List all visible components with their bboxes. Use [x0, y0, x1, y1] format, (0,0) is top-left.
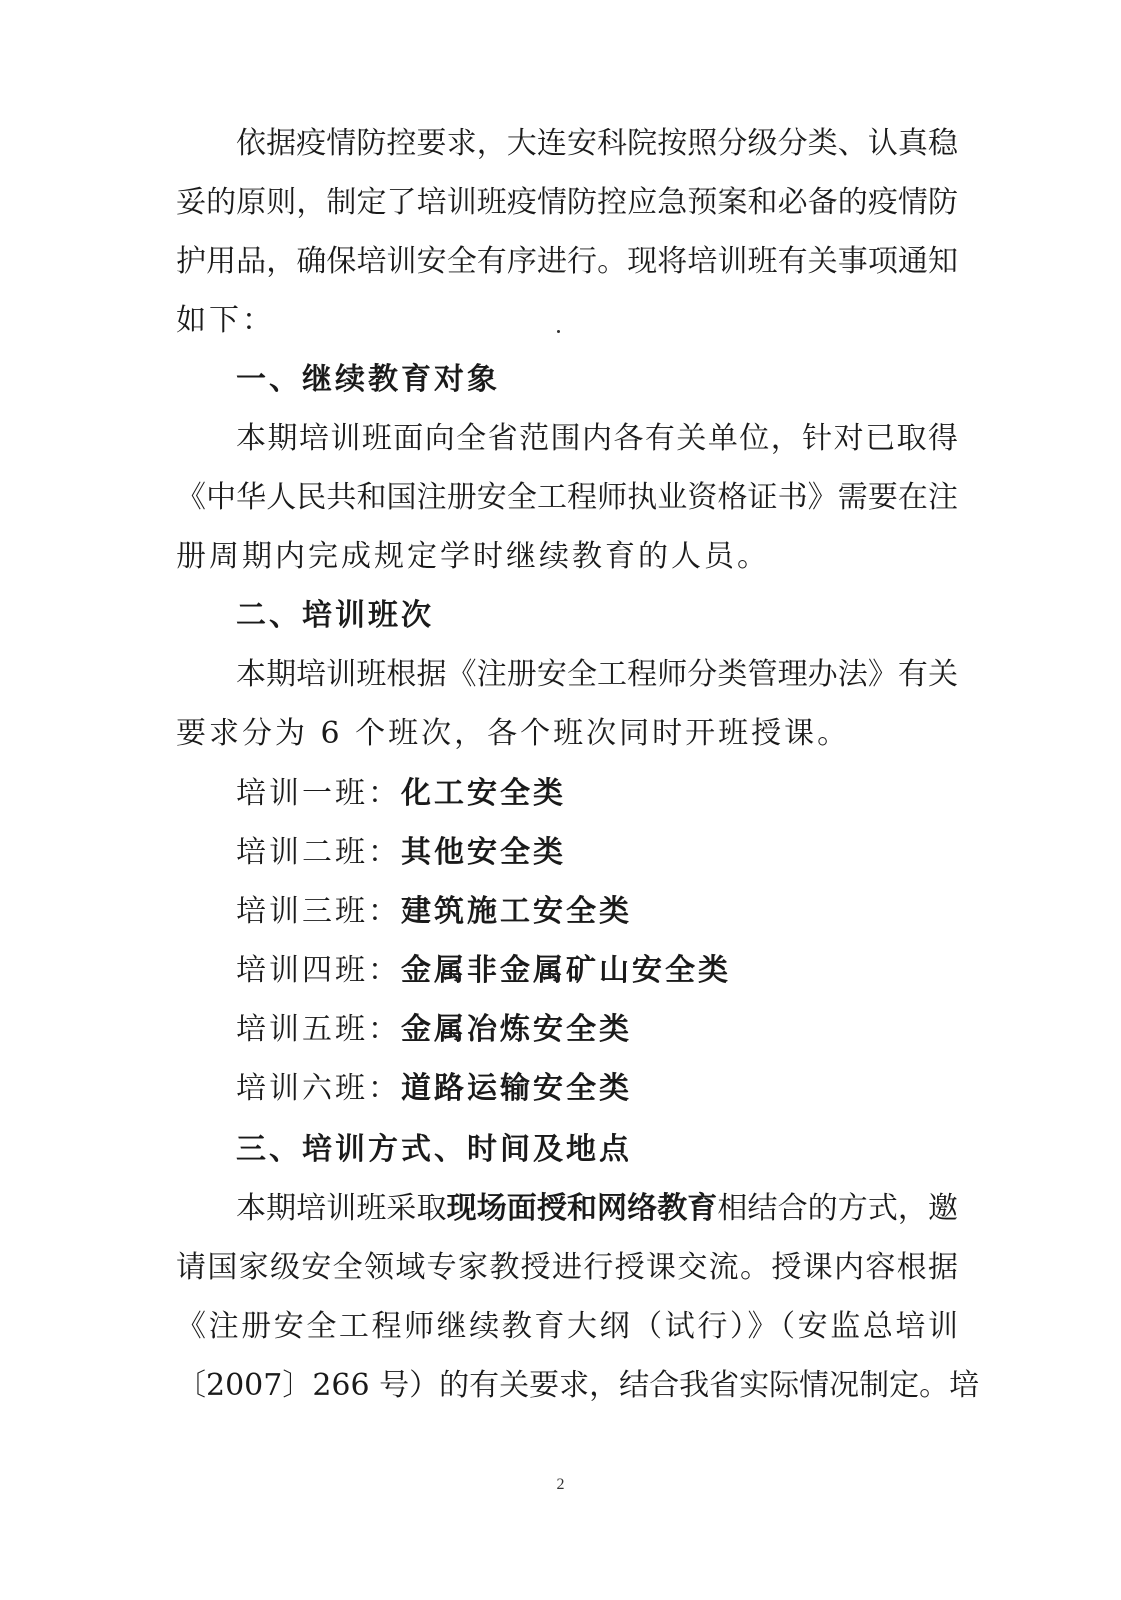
- page-number: 2: [556, 1476, 565, 1493]
- section-2-heading: 二、培训班次: [236, 598, 434, 633]
- section-2-line-2: 要求分为 6 个班次，各个班次同时开班授课。: [176, 716, 851, 751]
- section-3-line-1-pre: 本期培训班采取: [236, 1191, 447, 1226]
- class-category: 金属非金属矿山安全类: [401, 953, 731, 988]
- class-item: [236, 951, 731, 991]
- class-label: 培训二班：: [236, 835, 401, 870]
- section-3-line-1: [236, 1189, 958, 1229]
- section-3-line-3: 《注册安全工程师继续教育大纲（试行）》（安监总培训: [176, 1309, 958, 1344]
- class-item: [236, 1069, 632, 1109]
- intro-line-4: 如下：: [176, 303, 275, 338]
- class-category: 其他安全类: [401, 835, 566, 870]
- section-1-line-1: 本期培训班面向全省范围内各有关单位，针对已取得: [236, 421, 958, 456]
- section-2-line-1: 本期培训班根据《注册安全工程师分类管理办法》有关: [236, 657, 958, 692]
- class-item: [236, 892, 632, 932]
- intro-line-3: 护用品，确保培训安全有序进行。现将培训班有关事项通知: [176, 244, 958, 279]
- class-category: 道路运输安全类: [401, 1071, 632, 1106]
- section-3-line-1-post: 相结合的方式，邀: [717, 1191, 959, 1226]
- class-item: [236, 774, 566, 814]
- class-label: 培训六班：: [236, 1071, 401, 1106]
- class-label: 培训五班：: [236, 1012, 401, 1047]
- section-3-line-2: 请国家级安全领域专家教授进行授课交流。授课内容根据: [176, 1250, 958, 1285]
- class-label: 培训四班：: [236, 953, 401, 988]
- section-3-line-4: 〔2007〕266 号）的有关要求，结合我省实际情况制定。培: [176, 1368, 980, 1403]
- scan-speck: [557, 330, 560, 333]
- section-1-line-3: 册周期内完成规定学时继续教育的人员。: [176, 539, 770, 574]
- class-label: 培训一班：: [236, 776, 401, 811]
- section-1-heading: 一、继续教育对象: [236, 362, 500, 397]
- class-item: [236, 1010, 632, 1050]
- intro-line-2: 妥的原则，制定了培训班疫情防控应急预案和必备的疫情防: [176, 185, 958, 220]
- intro-line-1: 依据疫情防控要求，大连安科院按照分级分类、认真稳: [236, 126, 958, 161]
- class-category: 化工安全类: [401, 776, 566, 811]
- class-label: 培训三班：: [236, 894, 401, 929]
- section-3-heading: 三、培训方式、时间及地点: [236, 1132, 632, 1167]
- section-3-line-1-emphasis: 现场面授和网络教育: [446, 1191, 718, 1226]
- class-item: [236, 833, 566, 873]
- class-category: 建筑施工安全类: [401, 894, 632, 929]
- section-1-line-2: 《中华人民共和国注册安全工程师执业资格证书》需要在注: [176, 480, 958, 515]
- class-category: 金属冶炼安全类: [401, 1012, 632, 1047]
